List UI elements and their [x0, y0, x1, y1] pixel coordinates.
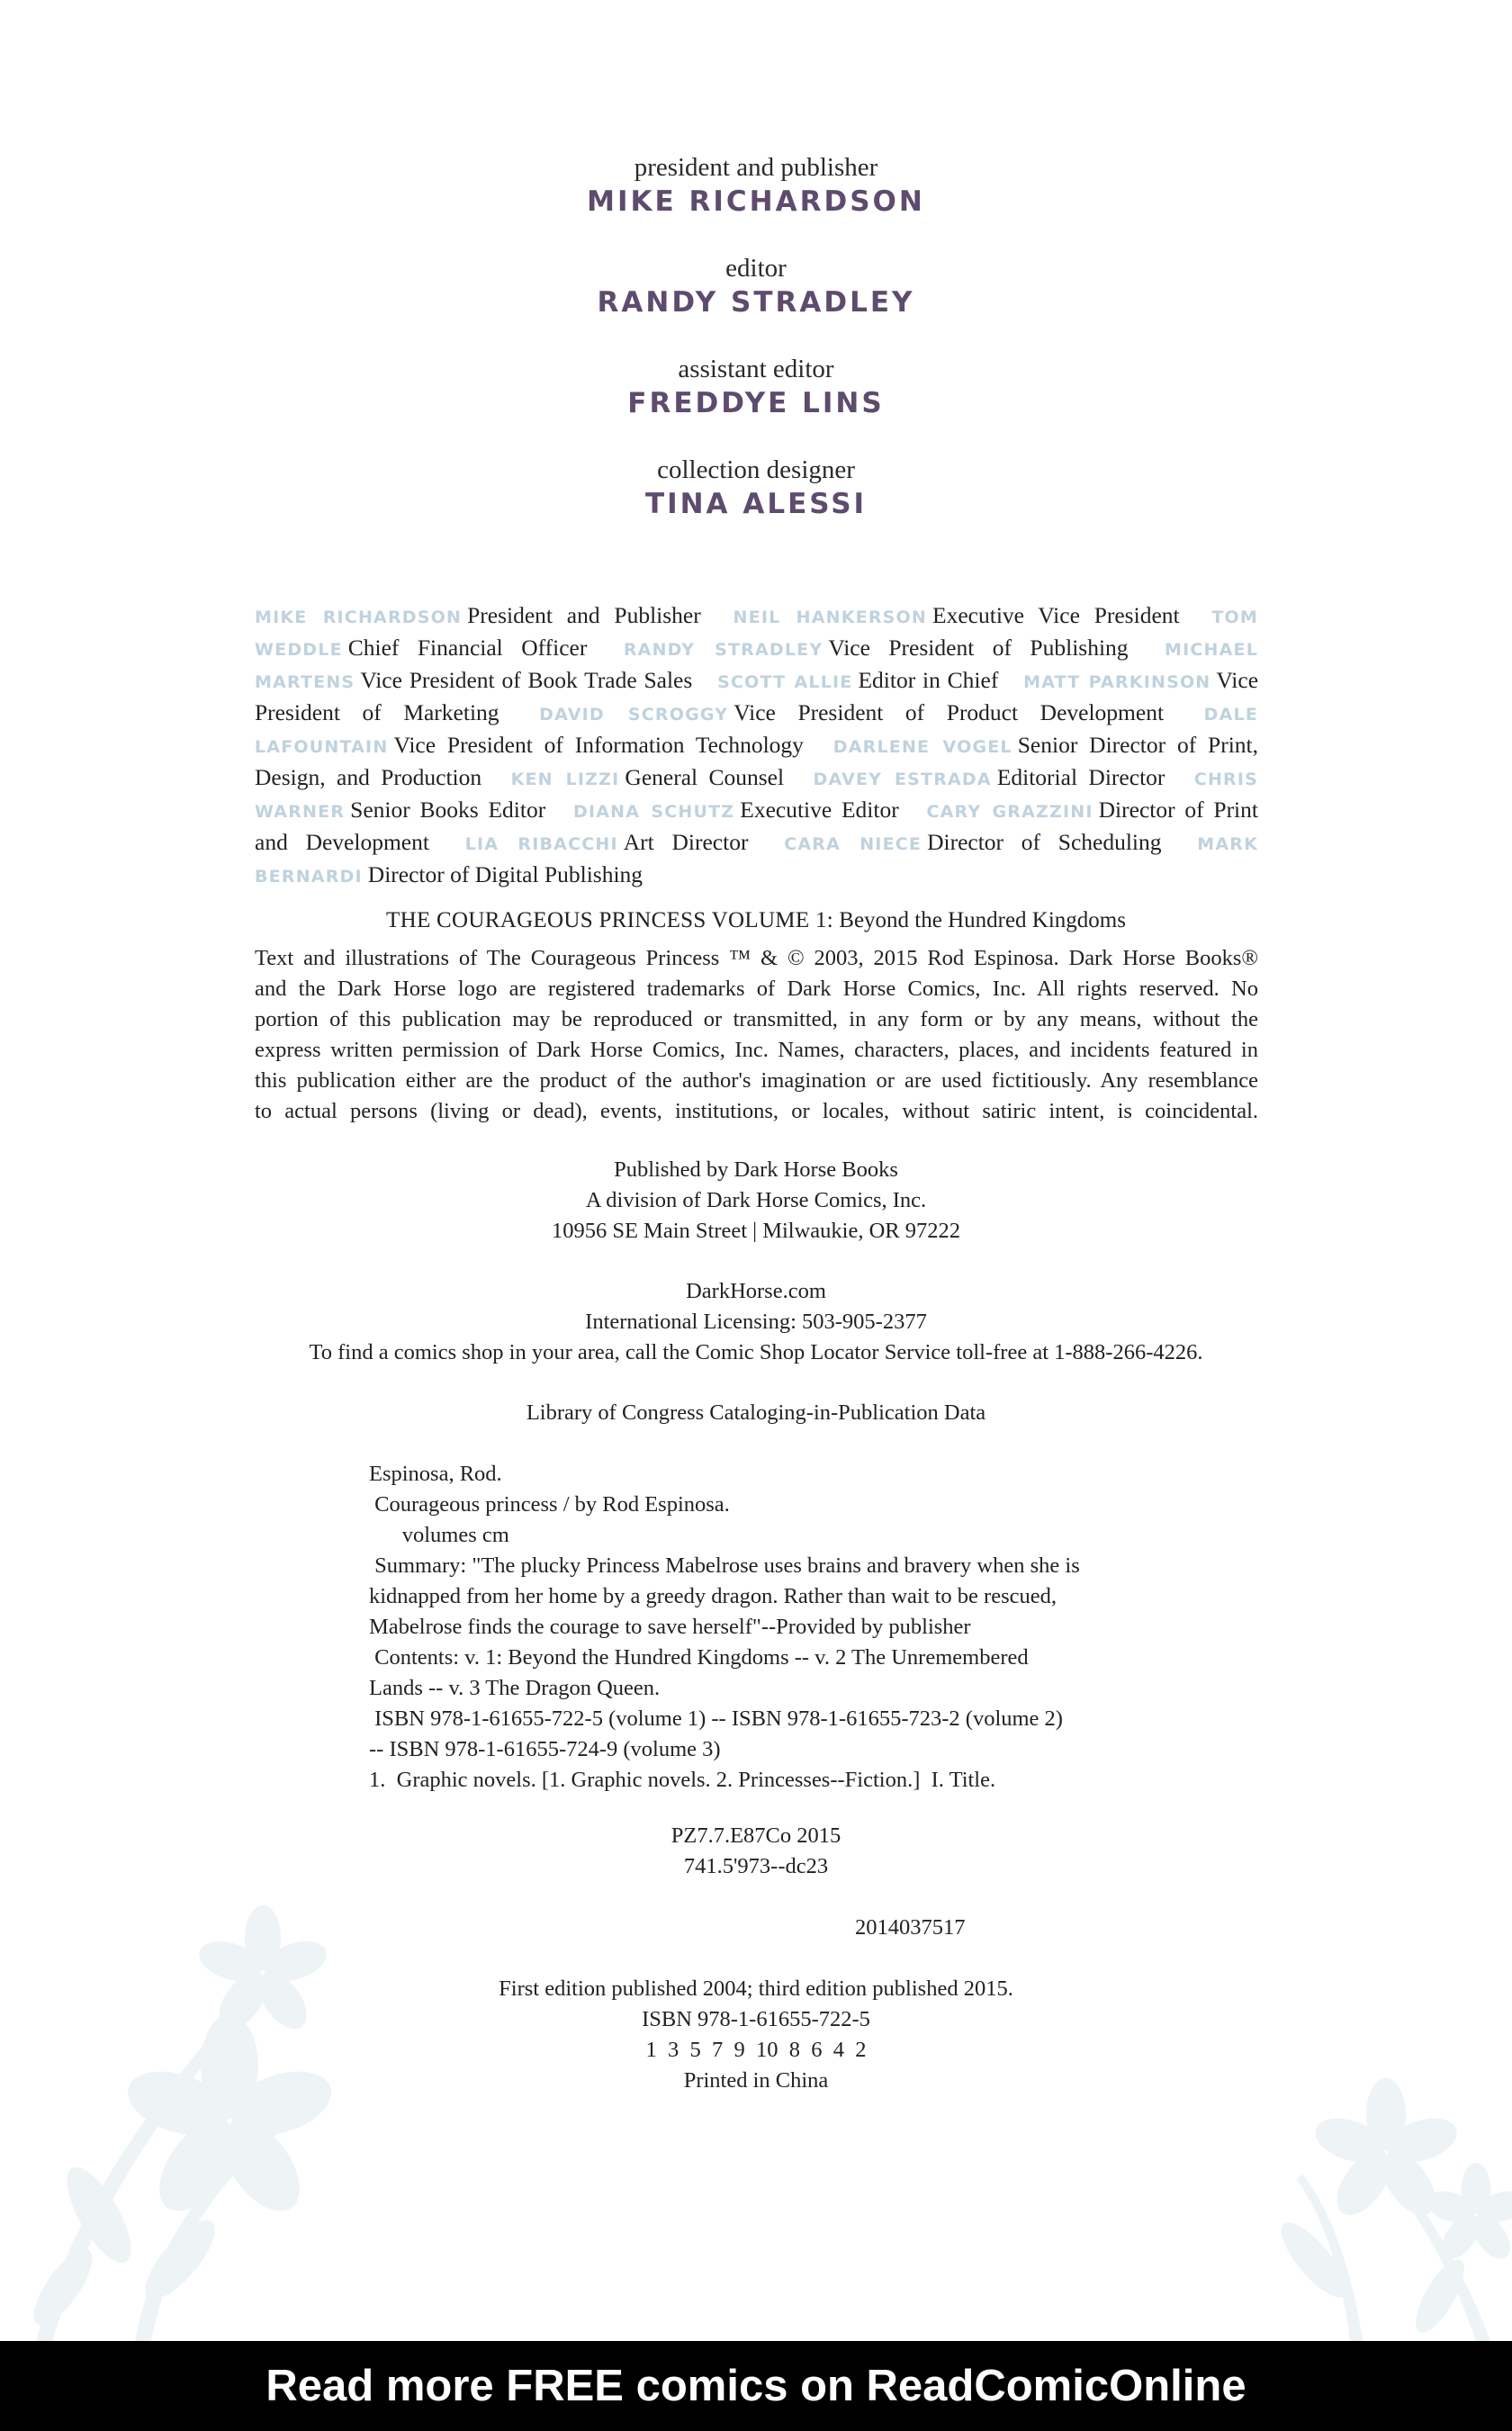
staff-name: DARLENE VOGEL: [832, 737, 1012, 757]
staff-title: General Counsel: [625, 764, 785, 790]
staff-name: TOM WEDDLE: [255, 608, 1259, 660]
legal-line: Text and illustrations of The Courageous Princess ™ & © 2003, 2015 Rod Espinosa. Dark Horse Books®: [255, 946, 1258, 970]
staff-title: Vice President of Marketing: [255, 667, 1259, 725]
staff-name: MATT PARKINSON: [1023, 672, 1211, 692]
promo-banner-text[interactable]: Read more FREE comics on ReadComicOnline: [266, 2362, 1246, 2410]
lcc-number: PZ7.7.E87Co 2015: [670, 1823, 842, 1848]
staff-name: DALE LAFOUNTAIN: [255, 705, 1259, 757]
credit-name: RANDY STRADLEY: [597, 286, 915, 319]
cip-line: Espinosa, Rod.: [369, 1462, 502, 1486]
legal-line: this publication either are the product of the author's imagination or are used fictitiously. Any resemblance: [255, 1068, 1258, 1093]
staff-name: DAVEY ESTRADA: [813, 770, 992, 789]
staff-title: Senior Director of Print, Design, and Production: [255, 732, 1259, 790]
staff-name: MARK BERNARDI: [255, 834, 1259, 887]
book-title-caps: THE COURAGEOUS PRINCESS VOLUME 1:: [386, 908, 834, 932]
edition-line: First edition published 2004; third edition published 2015.: [499, 1976, 1013, 2001]
staff-name: SCOTT ALLIE: [717, 672, 853, 692]
credit-name: MIKE RICHARDSON: [587, 185, 925, 218]
book-title: [0, 905, 1512, 936]
staff-listing: [255, 600, 1258, 892]
cip-line: -- ISBN 978-1-61655-724-9 (volume 3): [369, 1737, 721, 1761]
legal-line: to actual persons (living or dead), events, institutions, or locales, without satiric intent, is coincidental.: [255, 1099, 1258, 1123]
cip-line: ISBN 978-1-61655-722-5 (volume 1) -- ISBN 978-1-61655-723-2 (volume 2): [369, 1706, 1063, 1731]
lccn-number: 2014037517: [855, 1915, 966, 1940]
promo-banner[interactable]: [0, 2341, 1512, 2431]
staff-name: MIKE RICHARDSON: [255, 608, 463, 627]
staff-name: CARY GRAZZINI: [926, 802, 1094, 822]
staff-name: LIA RIBACCHI: [464, 834, 618, 854]
legal-line: portion of this publication may be reproduced or transmitted, in any form or by any means, without the: [255, 1007, 1258, 1031]
staff-name: NEIL HANKERSON: [733, 608, 928, 627]
legal-notice: [255, 943, 1258, 1127]
staff-name: RANDY STRADLEY: [623, 640, 824, 660]
cip-data: [369, 1459, 1161, 1796]
staff-name: DIANA SCHUTZ: [572, 802, 735, 822]
staff-name: MICHAEL MARTENS: [255, 640, 1258, 692]
staff-title: Vice President of Product Development: [734, 699, 1165, 725]
printed-in: Printed in China: [683, 2068, 829, 2093]
staff-title: Director of Print and Development: [255, 797, 1258, 855]
ddc-number: 741.5'973--dc23: [683, 1854, 829, 1878]
cip-line: 1. Graphic novels. [1. Graphic novels. 2. Princesses--Fiction.] I. Title.: [369, 1768, 996, 1792]
staff-name: CARA NIECE: [784, 834, 922, 854]
isbn: ISBN 978-1-61655-722-5: [642, 2007, 870, 2031]
credit-collection-designer: [0, 454, 1512, 522]
credit-role: collection designer: [657, 455, 855, 484]
staff-name: KEN LIZZI: [510, 770, 620, 789]
edition-info: [0, 1974, 1512, 2096]
printing-line: 1 3 5 7 9 10 8 6 4 2: [645, 2038, 867, 2062]
staff-title: Vice President of Book Trade Sales: [360, 667, 693, 693]
staff-title: Director of Digital Publishing: [367, 861, 644, 887]
credit-name: TINA ALESSI: [644, 488, 868, 520]
staff-title: Editor in Chief: [858, 667, 999, 693]
book-title-sub: Beyond the Hundred Kingdoms: [839, 908, 1126, 932]
credit-role: assistant editor: [678, 355, 834, 383]
cip-heading: Library of Congress Cataloging-in-Publication Data: [526, 1400, 986, 1425]
staff-name: DAVID SCROGGY: [539, 705, 729, 725]
staff-title: Vice President of Publishing: [828, 635, 1129, 661]
publisher-address: 10956 SE Main Street | Milwaukie, OR 97222: [551, 1219, 961, 1243]
credit-role: editor: [725, 254, 787, 283]
publisher-line: Published by Dark Horse Books: [614, 1157, 898, 1182]
contact-info: [0, 1276, 1512, 1368]
licensing-phone: International Licensing: 503-905-2377: [585, 1310, 927, 1334]
legal-line: and the Dark Horse logo are registered trademarks of Dark Horse Comics, Inc. All rights reserved. No: [255, 977, 1258, 1001]
staff-title: Executive Vice President: [932, 602, 1180, 628]
editorial-credits: [0, 151, 1512, 554]
legal-line: express written permission of Dark Horse Comics, Inc. Names, characters, places, and incidents featured in: [255, 1038, 1258, 1062]
staff-title: Art Director: [623, 829, 749, 855]
cip-line: Courageous princess / by Rod Espinosa.: [369, 1492, 730, 1517]
credit-name: FREDDYE LINS: [627, 387, 885, 419]
staff-title: Chief Financial Officer: [347, 635, 588, 661]
website-link[interactable]: DarkHorse.com: [686, 1279, 826, 1303]
comic-shop-locator: To find a comics shop in your area, call the Comic Shop Locator Service toll-free at 1-888-266-4226.: [309, 1340, 1203, 1364]
credit-role: president and publisher: [634, 153, 878, 182]
staff-name: CHRIS WARNER: [255, 770, 1259, 822]
cip-line: kidnapped from her home by a greedy dragon. Rather than wait to be rescued,: [369, 1584, 1057, 1608]
staff-title: Senior Books Editor: [350, 797, 546, 823]
cip-line: Summary: "The plucky Princess Mabelrose uses brains and bravery when she is: [369, 1553, 1080, 1578]
credit-publisher: [0, 151, 1512, 220]
cip-line: Mabelrose finds the courage to save herself"--Provided by publisher: [369, 1615, 971, 1639]
credit-editor: [0, 252, 1512, 320]
staff-title: President and Publisher: [467, 602, 701, 628]
staff-title: Director of Scheduling: [927, 829, 1162, 855]
publisher-line: A division of Dark Horse Comics, Inc.: [585, 1188, 927, 1212]
publisher-info: [0, 1155, 1512, 1247]
classification-numbers: [0, 1821, 1512, 1882]
cip-line: volumes cm: [369, 1523, 509, 1547]
cip-line: Lands -- v. 3 The Dragon Queen.: [369, 1676, 661, 1700]
credit-assistant-editor: [0, 353, 1512, 421]
staff-title: Vice President of Information Technology: [393, 732, 804, 758]
staff-title: Executive Editor: [740, 797, 899, 823]
staff-title: Editorial Director: [996, 764, 1166, 790]
cip-line: Contents: v. 1: Beyond the Hundred Kingdoms -- v. 2 The Unremembered: [369, 1645, 1029, 1670]
